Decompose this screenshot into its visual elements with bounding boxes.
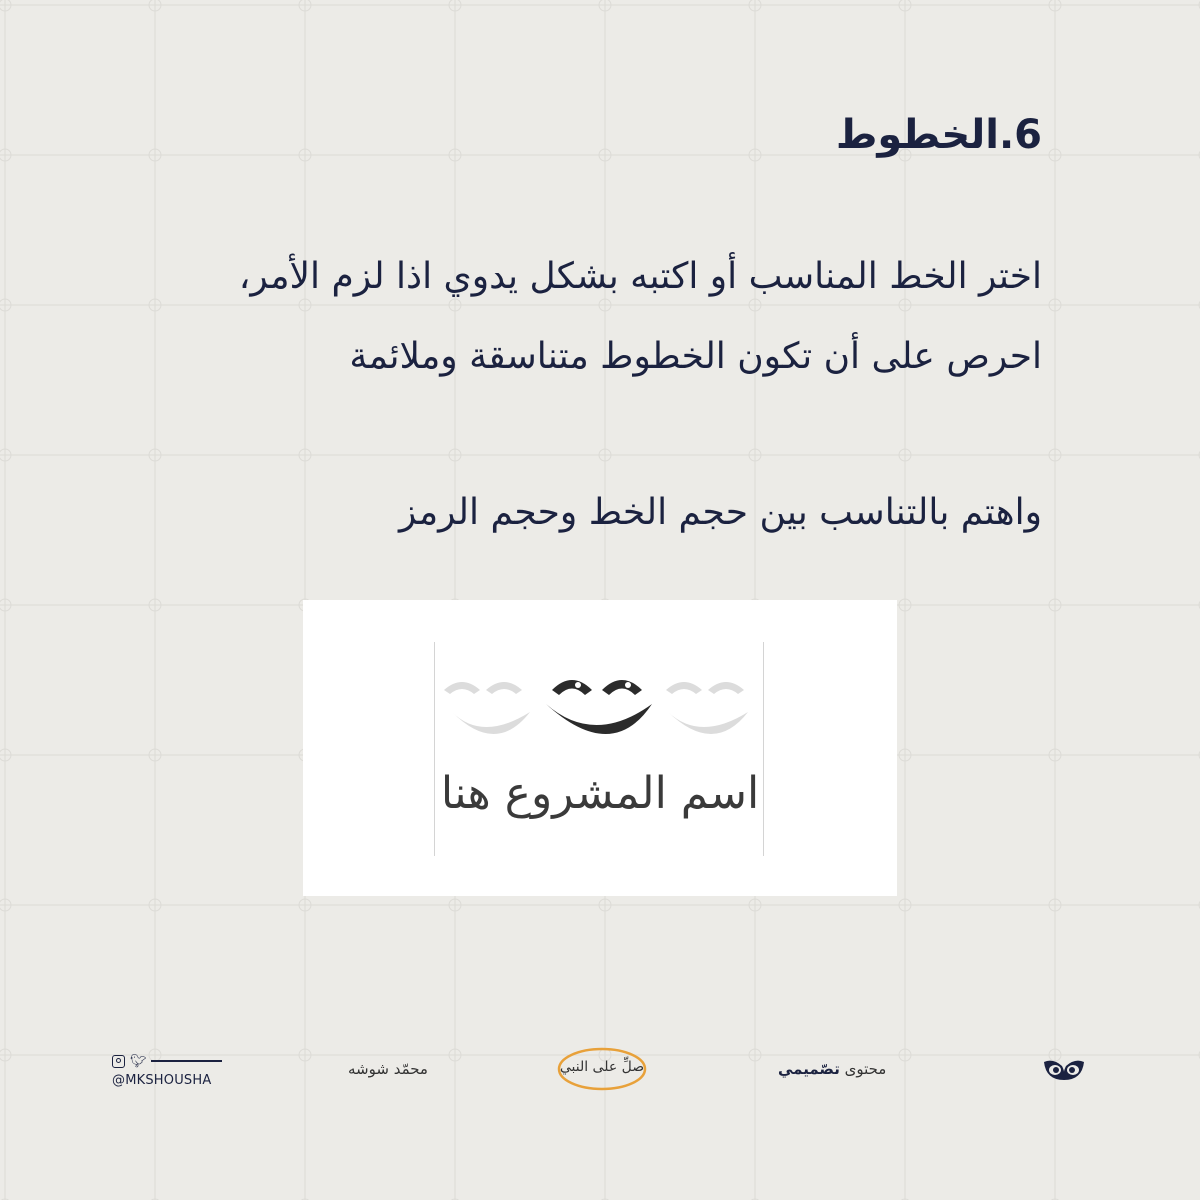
twitter-icon[interactable]: 🐦︎ [130, 1053, 147, 1069]
instagram-icon[interactable] [112, 1055, 125, 1068]
smile-mascot-icon [434, 660, 764, 760]
blessing-badge [556, 1046, 648, 1092]
section-heading: 6.الخطوط [835, 112, 1042, 158]
body-line-1: اختر الخط المناسب أو اكتبه بشكل يدوي اذا لزم الأمر، [238, 256, 1042, 297]
logo-main-mark [546, 680, 652, 734]
content-label-prefix: محتوى [844, 1060, 887, 1078]
body-line-2: احرص على أن تكون الخطوط متناسقة وملائمة [349, 336, 1042, 377]
content-label-strong: تصّميمي [778, 1060, 840, 1078]
social-block [112, 1052, 222, 1088]
social-handle[interactable]: @MKSHOUSHA [112, 1073, 212, 1088]
logo-example-card [303, 600, 897, 896]
project-name-text: اسم المشروع هنا [440, 768, 760, 819]
body-line-3: واهتم بالتناسب بين حجم الخط وحجم الرمز [399, 492, 1042, 533]
social-divider [151, 1060, 222, 1062]
author-name: محمّد شوشه [348, 1060, 428, 1078]
owl-eyes-icon [1042, 1058, 1086, 1084]
logo-shadow-left [444, 682, 530, 734]
logo-shadow-right [666, 682, 748, 734]
content-label [778, 1060, 886, 1078]
badge-text: صلِّ على النبي [559, 1059, 645, 1075]
